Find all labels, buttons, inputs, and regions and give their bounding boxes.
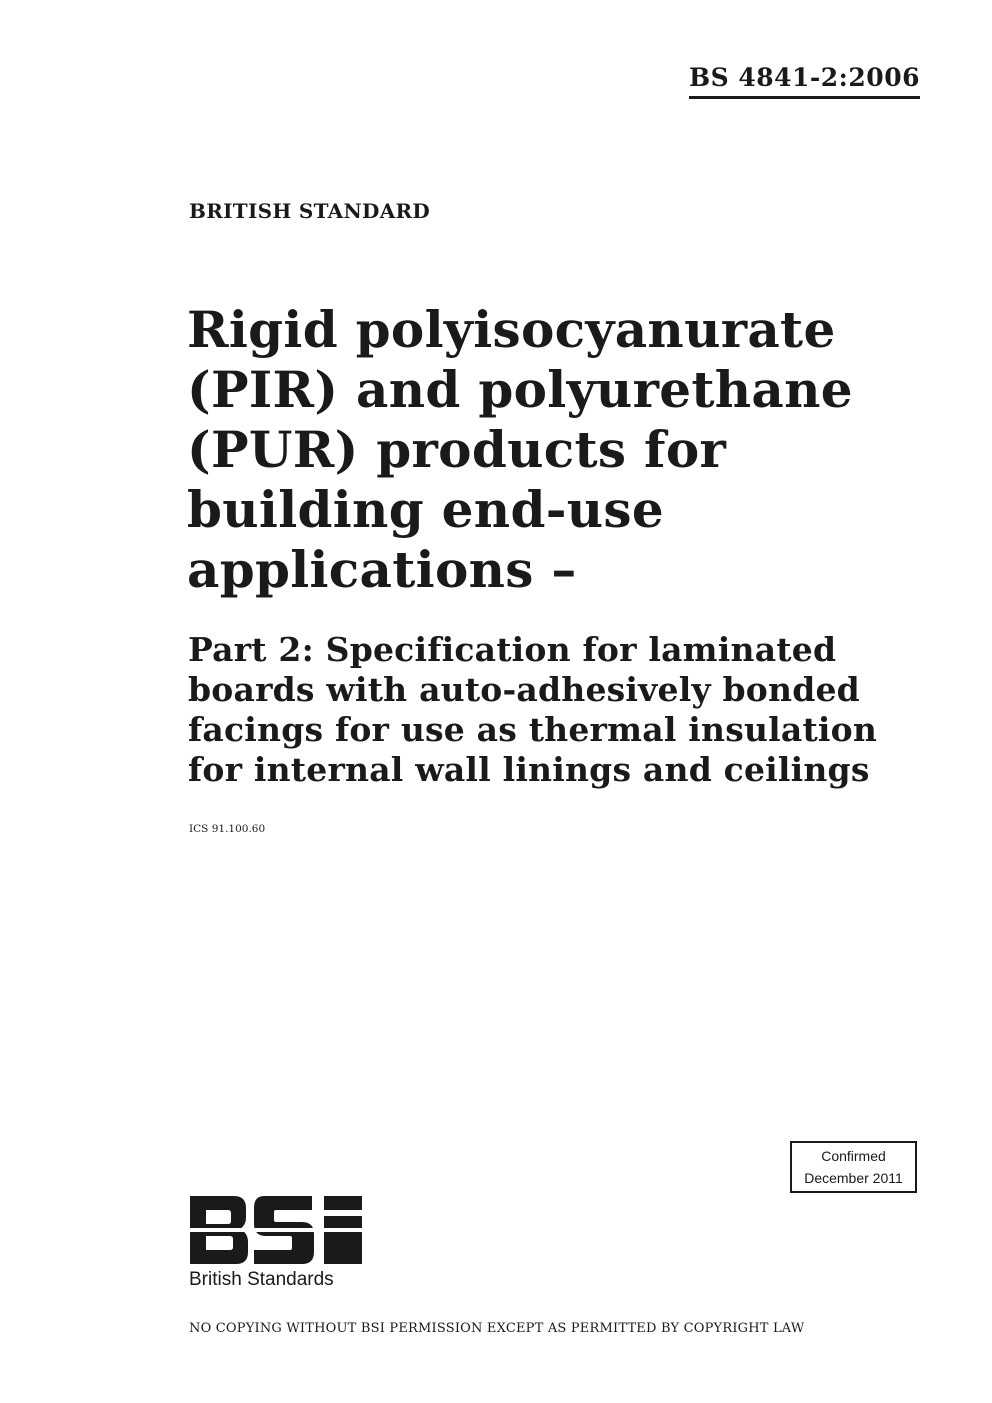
main-title-line: (PIR) and polyurethane bbox=[187, 360, 853, 419]
part-title-line: Part 2: Specification for laminated bbox=[188, 630, 837, 669]
confirmed-label: Confirmed bbox=[821, 1148, 886, 1164]
logo-subtitle: British Standards bbox=[189, 1269, 334, 1290]
main-title-line: applications – bbox=[187, 540, 577, 599]
confirmed-stamp bbox=[790, 1141, 917, 1193]
document-category: BRITISH STANDARD bbox=[189, 199, 431, 223]
part-title-line: for internal wall linings and ceilings bbox=[188, 750, 870, 789]
main-title-line: Rigid polyisocyanurate bbox=[187, 300, 836, 359]
main-title-line: (PUR) products for bbox=[187, 420, 727, 479]
ics-code: ICS 91.100.60 bbox=[189, 823, 266, 835]
confirmed-date: December 2011 bbox=[804, 1170, 903, 1186]
main-title-line: building end-use bbox=[187, 480, 664, 539]
standard-number: BS 4841-2:2006 bbox=[689, 64, 920, 99]
part-title-line: boards with auto-adhesively bonded bbox=[188, 670, 860, 709]
part-title-line: facings for use as thermal insulation bbox=[188, 710, 878, 749]
copyright-notice: NO COPYING WITHOUT BSI PERMISSION EXCEPT AS PERMITTED BY COPYRIGHT LAW bbox=[189, 1321, 805, 1336]
main-title bbox=[187, 300, 947, 600]
part-title bbox=[188, 630, 968, 790]
